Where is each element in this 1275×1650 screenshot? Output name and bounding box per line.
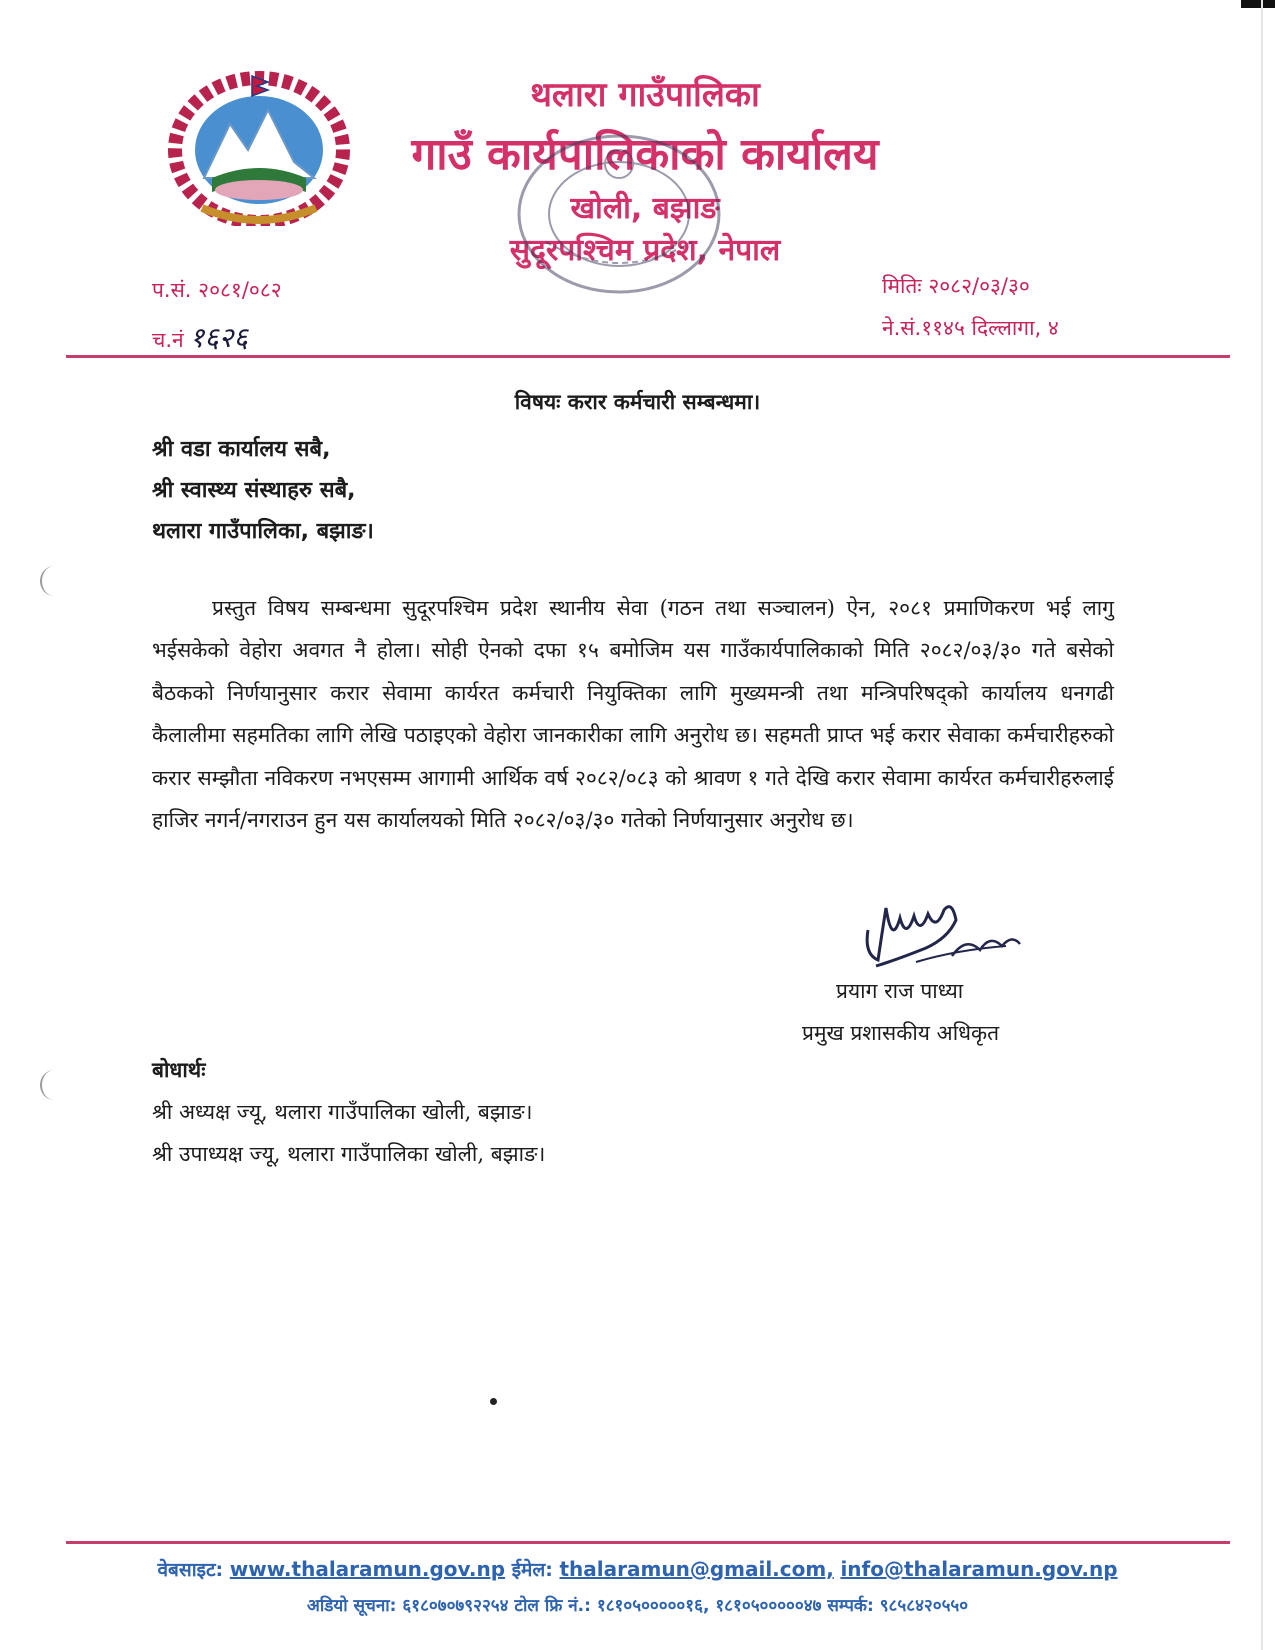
recipient-line: श्री वडा कार्यालय सबै, xyxy=(152,437,331,462)
office-stamp-icon xyxy=(506,124,732,304)
email-link-primary[interactable]: thalaramun@gmail.com, xyxy=(559,1557,834,1581)
header-divider xyxy=(66,355,1230,358)
tollfree-label: टोल फ्रि नं.: xyxy=(514,1596,591,1616)
tollfree-numbers: १८१०५०००००१६, १८१०५०००००४७ xyxy=(596,1596,822,1616)
letter-date: मितिः २०८२/०३/३० xyxy=(882,274,1030,298)
letter-subject: विषयः करार कर्मचारी सम्बन्धमा। xyxy=(514,390,761,414)
recipient-line: थलारा गाउँपालिका, बझाङ। xyxy=(152,519,374,544)
scan-speck xyxy=(490,1398,497,1405)
nepal-emblem-icon xyxy=(168,66,350,226)
footer-phone-line xyxy=(0,1593,1275,1616)
scan-right-shadow xyxy=(1261,0,1263,1650)
website-link[interactable]: www.thalaramun.gov.np xyxy=(229,1557,506,1581)
cc-heading: बोधार्थः xyxy=(152,1058,206,1082)
punch-hole-mark xyxy=(40,1070,68,1100)
scan-edge-mark xyxy=(1241,0,1275,8)
nepal-sambat-date: ने.सं.११४५ दिल्लागा, ४ xyxy=(882,316,1059,340)
chalani-label: च.नं xyxy=(152,328,184,352)
chalani-number: १६२६ xyxy=(189,321,248,354)
signatory-name: प्रयाग राज पाध्या xyxy=(836,979,964,1003)
punch-hole-mark xyxy=(40,566,68,596)
website-label: वेबसाइट: xyxy=(157,1559,224,1581)
province-name: सुदूरपश्चिम प्रदेश, नेपाल xyxy=(509,233,781,268)
office-name: गाउँ कार्यपालिकाको कार्यालय xyxy=(411,129,879,180)
contact-label: सम्पर्क: xyxy=(827,1596,874,1616)
email-link-secondary[interactable]: info@thalaramun.gov.np xyxy=(840,1557,1118,1581)
audio-number: ६१८०७०७९२२५४ xyxy=(402,1596,509,1616)
signature-icon xyxy=(856,890,1026,980)
contact-number: ९८५८४२०५५० xyxy=(879,1596,969,1616)
patra-sankhya: प.सं. २०८१/०८२ xyxy=(152,278,282,302)
municipality-name: थलारा गाउँपालिका xyxy=(530,75,760,115)
signatory-designation: प्रमुख प्रशासकीय अधिकृत xyxy=(802,1021,1000,1045)
audio-label: अडियो सूचना: xyxy=(306,1596,397,1616)
email-label: ईमेल: xyxy=(511,1559,553,1581)
footer-divider xyxy=(66,1541,1230,1544)
recipient-line: श्री स्वास्थ्य संस्थाहरु सबै, xyxy=(152,478,356,503)
chalani-number-line xyxy=(152,318,248,356)
footer-contact-line xyxy=(0,1556,1275,1582)
cc-item: श्री अध्यक्ष ज्यू, थलारा गाउँपालिका खोली, बझाङ। xyxy=(152,1100,533,1124)
cc-item: श्री उपाध्यक्ष ज्यू, थलारा गाउँपालिका खोली, बझाङ। xyxy=(152,1142,546,1166)
letter-body: प्रस्तुत विषय सम्बन्धमा सुदूरपश्चिम प्रदेश स्थानीय सेवा (गठन तथा सञ्चालन) ऐन, २०८१ प्रमाणिकरण भई लागु भईसकेको वेहोरा अवगत नै होला। सोही ऐनको दफा १५ बमोजिम यस गाउँकार्यपालिकाको मिति २०८२/०३/३० गते बसेको बैठकको निर्णयानुसार करार सेवामा कार्यरत कर्मचारी नियुक्तिका लागि मुख्यमन्त्री तथा मन्त्रिपरिषद्को कार्यालय धनगढी कैलालीमा सहमतिका लागि लेखि पठाइएको वेहोरा जानकारीका लागि अनुरोध छ। सहमती प्राप्त भई करार सेवाका कर्मचारीहरुको करार सम्झौता नविकरण नभएसम्म आगामी आर्थिक वर्ष २०८२/०८३ को श्रावण १ गते देखि करार सेवामा कार्यरत कर्मचारीहरुलाई हाजिर नगर्न/नगराउन हुन यस कार्यालयको मिति २०८२/०३/३० गतेको निर्णयानुसार अनुरोध छ। xyxy=(152,596,1114,833)
office-location: खोली, बझाङ xyxy=(570,191,720,226)
